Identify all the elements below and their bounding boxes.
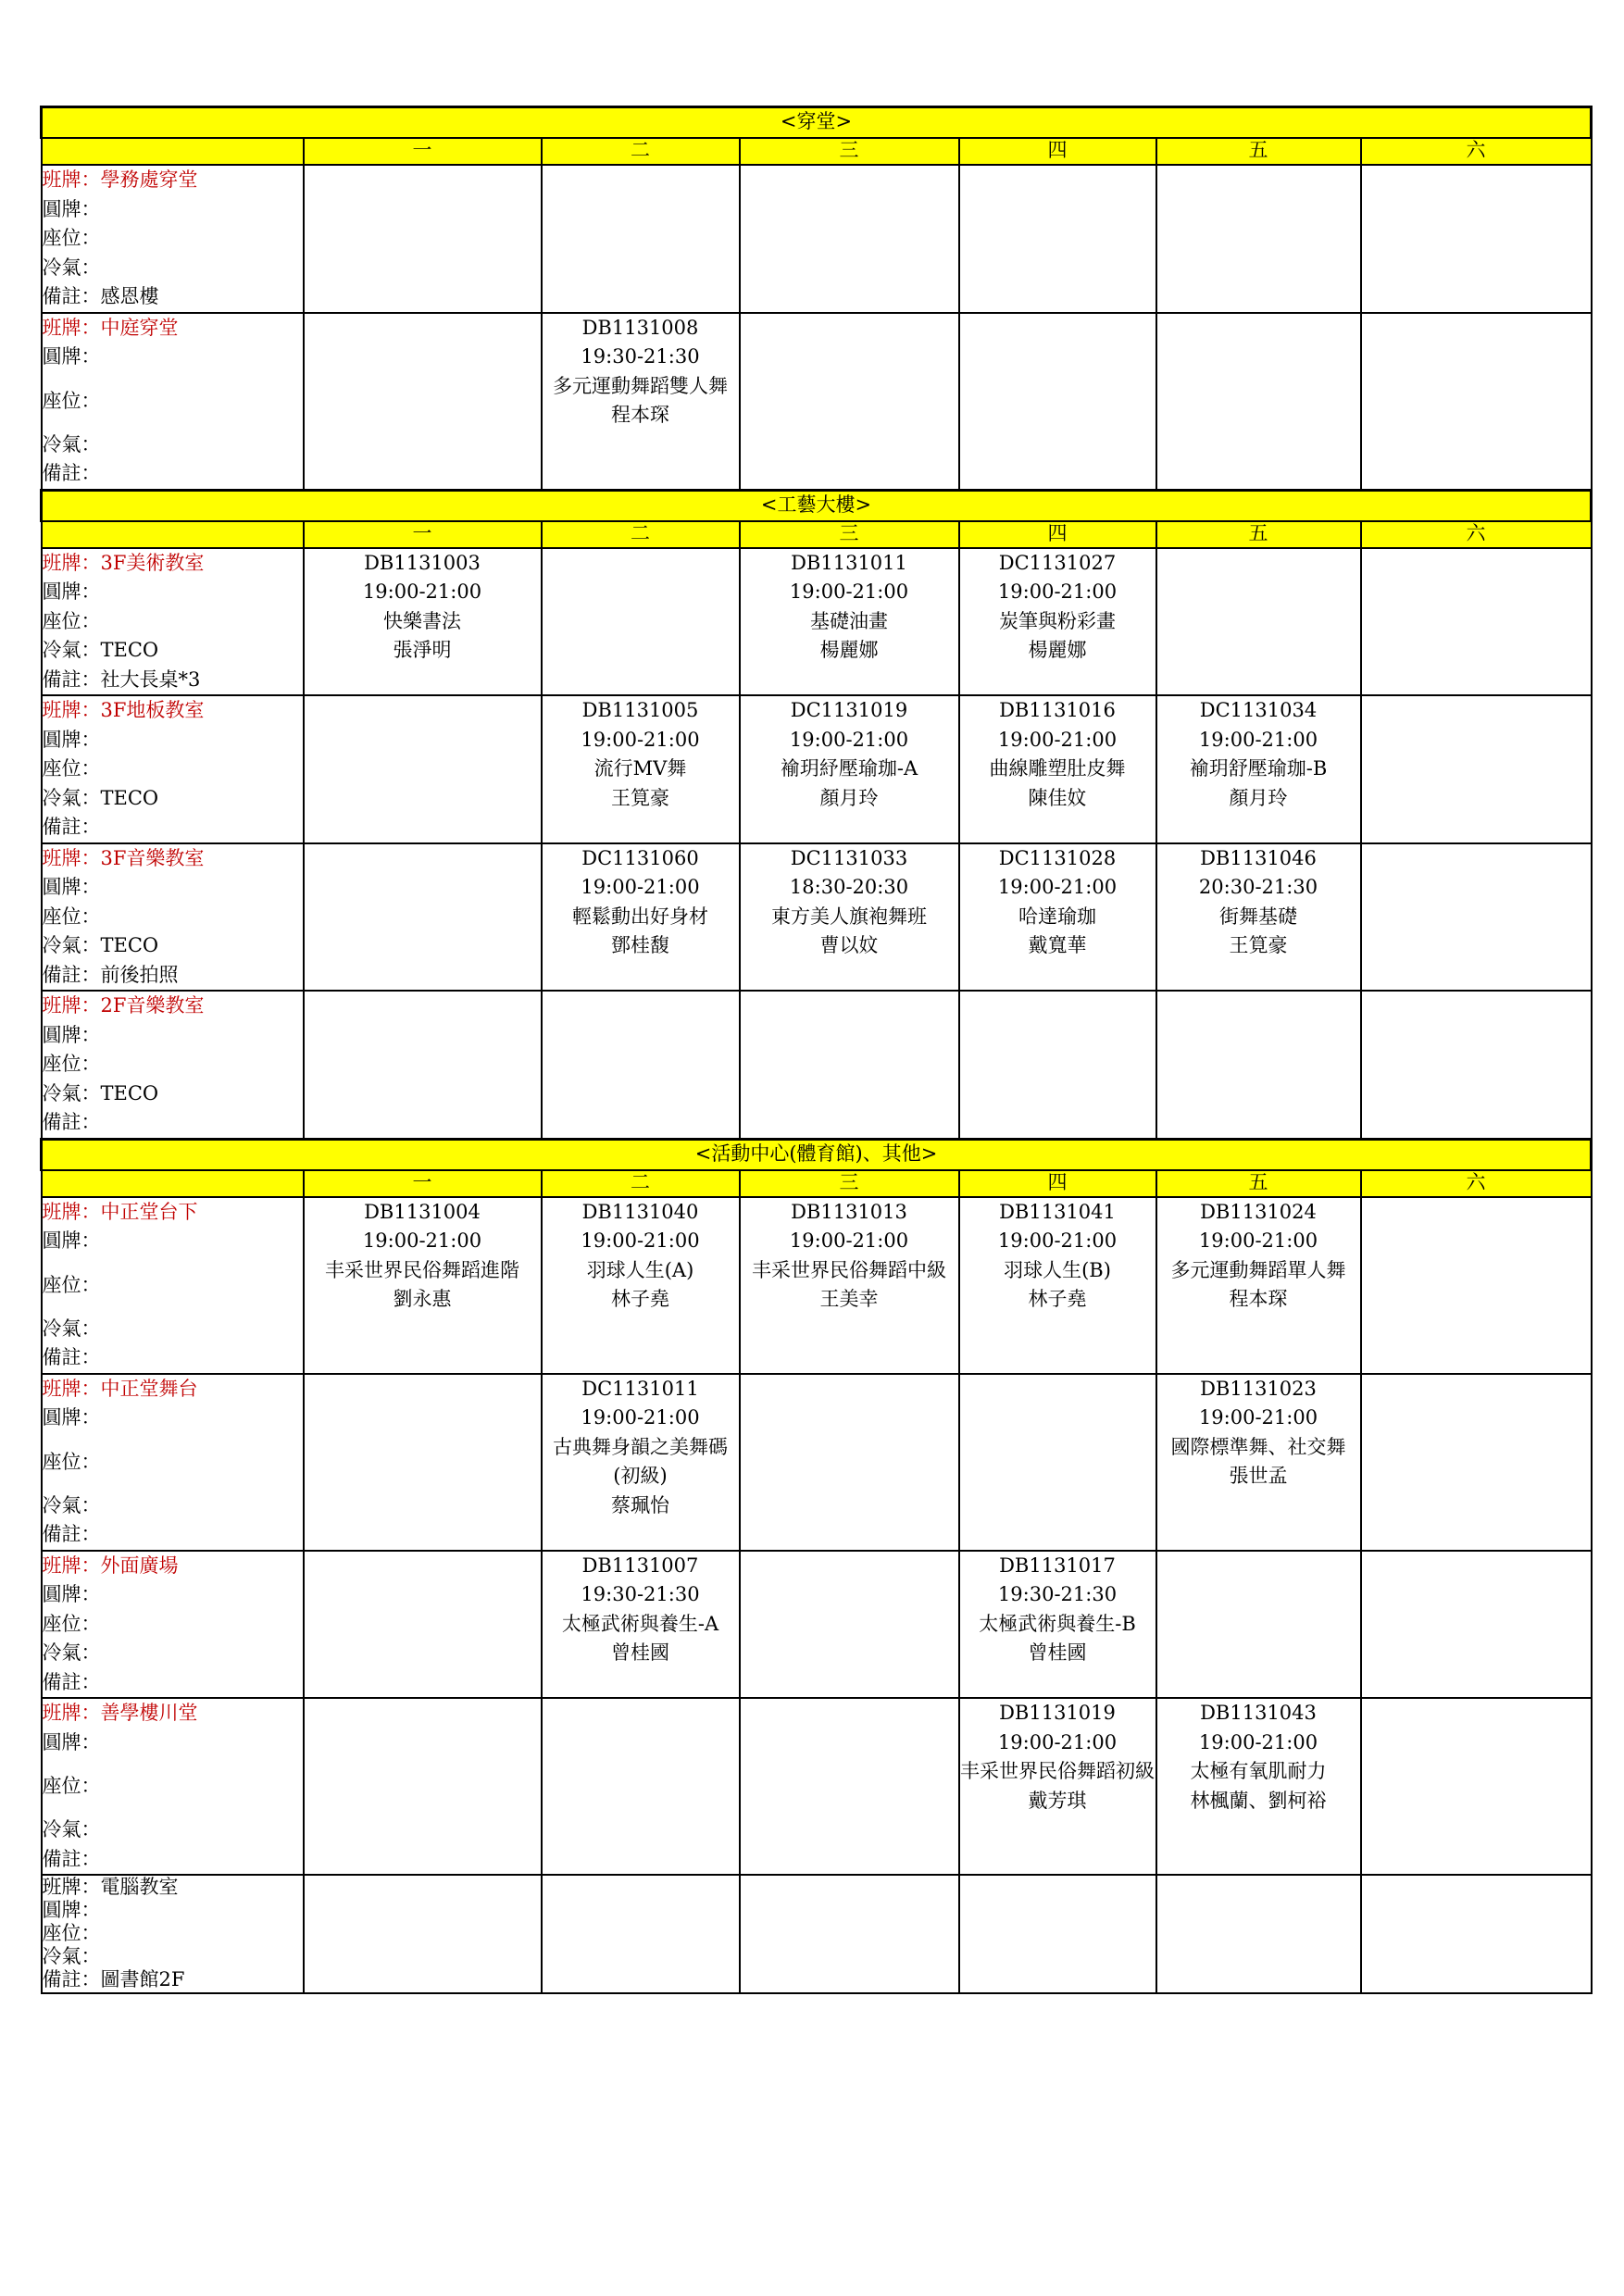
room-field: 座位： — [42, 757, 101, 780]
class-cell — [304, 165, 542, 313]
room-field: 圓牌： — [42, 580, 101, 603]
class-title: 炭筆與粉彩畫 — [999, 609, 1116, 632]
room-field: 圓牌： — [42, 876, 101, 898]
class-title: 曲線雕塑肚皮舞 — [989, 757, 1126, 780]
class-cell — [542, 843, 740, 992]
room-field: 備註：前後拍照 — [42, 963, 179, 986]
class-cell — [542, 165, 740, 313]
room-field: 備註：社大長桌*3 — [42, 668, 201, 691]
class-cell — [959, 1698, 1156, 1875]
class-cell — [959, 991, 1156, 1139]
day-header: 五 — [1156, 521, 1361, 548]
class-cell — [304, 843, 542, 992]
class-cell — [542, 1551, 740, 1699]
class-cell — [1156, 991, 1361, 1139]
class-title: 輕鬆動出好身材 — [572, 905, 708, 928]
class-cell — [740, 991, 959, 1139]
room-field: 備註： — [42, 1346, 101, 1368]
room-info — [42, 695, 304, 843]
day-header: 五 — [1156, 138, 1361, 165]
room-info — [42, 1197, 304, 1374]
class-teacher: 蔡珮怡 — [611, 1493, 669, 1516]
class-time: 18:30-20:30 — [789, 876, 909, 898]
section-title: <穿堂> — [42, 107, 1592, 139]
class-title: 國際標準舞、社交舞 — [1170, 1435, 1346, 1458]
class-title: 羽球人生(A) — [586, 1258, 694, 1281]
class-cell — [1156, 548, 1361, 696]
room-field: 座位： — [42, 389, 101, 412]
day-header: 三 — [740, 521, 959, 548]
day-header: 二 — [542, 521, 740, 548]
class-cell — [304, 313, 542, 491]
day-header: 六 — [1361, 138, 1592, 165]
class-code: DC1131027 — [998, 551, 1117, 574]
class-teacher: 林子堯 — [1028, 1288, 1087, 1310]
class-cell — [1361, 1875, 1592, 1993]
room-field: 備註： — [42, 1670, 101, 1693]
class-cell — [1361, 1197, 1592, 1374]
class-code: DB1131023 — [1200, 1377, 1317, 1400]
room-field: 座位： — [42, 1273, 101, 1296]
class-cell — [959, 695, 1156, 843]
class-time: 19:00-21:00 — [997, 728, 1118, 751]
class-cell — [740, 1551, 959, 1699]
room-info — [42, 313, 304, 491]
room-field: 座位： — [42, 609, 101, 632]
class-title: 流行MV舞 — [593, 757, 687, 780]
room-info — [42, 843, 304, 992]
room-field: 座位： — [42, 1922, 101, 1944]
room-field: 圓牌： — [42, 1899, 101, 1921]
day-header-row — [42, 521, 1592, 548]
class-cell — [542, 991, 740, 1139]
class-cell — [304, 695, 542, 843]
class-cell — [542, 1197, 740, 1374]
class-cell — [959, 548, 1156, 696]
class-cell — [740, 695, 959, 843]
class-cell — [1156, 1698, 1361, 1875]
class-teacher: 顏月玲 — [819, 786, 879, 809]
class-cell — [740, 1875, 959, 1993]
class-cell — [542, 548, 740, 696]
class-cell — [304, 548, 542, 696]
class-teacher: 張淨明 — [393, 639, 452, 661]
class-cell — [959, 165, 1156, 313]
class-time: 19:30-21:30 — [581, 1583, 700, 1605]
room-field: 圓牌： — [42, 197, 101, 220]
room-name: 班牌：中庭穿堂 — [42, 316, 179, 339]
room-field: 冷氣：TECO — [42, 786, 159, 809]
class-cell — [1361, 165, 1592, 313]
class-cell — [542, 313, 740, 491]
class-cell — [1156, 843, 1361, 992]
class-time: 19:00-21:00 — [1198, 1406, 1318, 1429]
class-time: 19:30-21:30 — [997, 1583, 1118, 1605]
class-code: DB1131040 — [581, 1200, 699, 1223]
room-info — [42, 991, 304, 1139]
class-cell — [959, 313, 1156, 491]
room-field: 座位： — [42, 1450, 101, 1473]
section-header — [42, 1139, 1592, 1170]
class-title: 東方美人旗袍舞班 — [771, 905, 927, 928]
room-field: 圓牌： — [42, 728, 101, 751]
day-header-row — [42, 138, 1592, 165]
class-time: 19:00-21:00 — [997, 876, 1118, 898]
room-name: 班牌：電腦教室 — [42, 1876, 179, 1898]
room-field: 圓牌： — [42, 1229, 101, 1252]
room-row — [42, 695, 1592, 843]
class-title: 丰采世界民俗舞蹈初級 — [960, 1760, 1155, 1782]
room-field: 圓牌： — [42, 1730, 101, 1753]
class-cell — [959, 1551, 1156, 1699]
class-cell — [1361, 1374, 1592, 1551]
class-time: 19:00-21:00 — [362, 580, 482, 603]
room-field: 座位： — [42, 1612, 101, 1635]
class-title: 街舞基礎 — [1219, 905, 1297, 928]
class-code: DB1131004 — [364, 1200, 481, 1223]
room-field: 備註： — [42, 1523, 101, 1545]
class-code: DB1131043 — [1200, 1702, 1317, 1724]
room-field: 冷氣： — [42, 256, 101, 279]
room-row — [42, 843, 1592, 992]
class-time: 19:00-21:00 — [1198, 1730, 1318, 1753]
class-title: 古典舞身韻之美舞碼(初級) — [553, 1435, 728, 1487]
class-cell — [1156, 1551, 1361, 1699]
class-code: DB1131007 — [581, 1554, 699, 1577]
class-code: DB1131011 — [791, 551, 907, 574]
day-header-row — [42, 1170, 1592, 1197]
class-title: 基礎油畫 — [810, 609, 888, 632]
room-row — [42, 1374, 1592, 1551]
room-field: 冷氣：TECO — [42, 934, 159, 956]
class-teacher: 劉永惠 — [393, 1288, 452, 1310]
class-title: 丰采世界民俗舞蹈中級 — [752, 1258, 946, 1281]
room-row — [42, 313, 1592, 491]
class-code: DB1131008 — [581, 316, 699, 339]
day-header-blank — [42, 521, 304, 548]
room-field: 備註： — [42, 816, 101, 838]
class-cell — [542, 1698, 740, 1875]
room-field: 冷氣： — [42, 1945, 101, 1967]
class-title: 哈達瑜珈 — [1018, 905, 1096, 928]
day-header: 二 — [542, 1170, 740, 1197]
room-info — [42, 1551, 304, 1699]
class-teacher: 顏月玲 — [1229, 786, 1288, 809]
day-header-blank — [42, 1170, 304, 1197]
class-teacher: 程本琛 — [1229, 1288, 1288, 1310]
room-info — [42, 1374, 304, 1551]
class-time: 19:00-21:00 — [1198, 728, 1318, 751]
room-row — [42, 1875, 1592, 1993]
class-teacher: 楊麗娜 — [819, 639, 879, 661]
room-field: 座位： — [42, 905, 101, 928]
class-cell — [1361, 843, 1592, 992]
class-cell — [1361, 1698, 1592, 1875]
room-info — [42, 1698, 304, 1875]
class-cell — [1156, 313, 1361, 491]
class-cell — [542, 1875, 740, 1993]
room-name: 班牌：學務處穿堂 — [42, 168, 198, 191]
class-time: 19:00-21:00 — [581, 876, 700, 898]
class-cell — [304, 1551, 542, 1699]
class-teacher: 曾桂國 — [611, 1641, 669, 1664]
room-row — [42, 548, 1592, 696]
section-header — [42, 490, 1592, 521]
room-name: 班牌：3F音樂教室 — [42, 846, 205, 869]
room-field: 圓牌： — [42, 345, 101, 368]
day-header: 四 — [959, 138, 1156, 165]
class-code: DC1131034 — [1199, 699, 1318, 721]
room-field: 冷氣： — [42, 1641, 101, 1664]
room-name: 班牌：中正堂舞台 — [42, 1377, 198, 1400]
class-teacher: 王筧豪 — [1229, 934, 1288, 956]
room-field: 圓牌： — [42, 1023, 101, 1046]
class-teacher: 陳佳妏 — [1028, 786, 1087, 809]
room-name: 班牌：善學樓川堂 — [42, 1702, 198, 1724]
class-cell — [1156, 1875, 1361, 1993]
class-cell — [1361, 991, 1592, 1139]
room-name: 班牌：3F地板教室 — [42, 699, 205, 721]
room-name: 班牌：3F美術教室 — [42, 551, 205, 574]
room-row — [42, 991, 1592, 1139]
day-header: 一 — [304, 138, 542, 165]
day-header: 六 — [1361, 521, 1592, 548]
class-teacher: 戴寬華 — [1028, 934, 1087, 956]
class-code: DC1131060 — [581, 846, 699, 869]
class-time: 19:00-21:00 — [997, 580, 1118, 603]
class-cell — [740, 1698, 959, 1875]
day-header: 三 — [740, 138, 959, 165]
room-field: 備註：感恩樓 — [42, 285, 159, 307]
day-header: 四 — [959, 521, 1156, 548]
class-title: 太極武術與養生-B — [979, 1612, 1136, 1635]
class-code: DC1131019 — [790, 699, 908, 721]
section-header — [42, 107, 1592, 139]
room-field: 備註： — [42, 1847, 101, 1870]
class-cell — [1361, 695, 1592, 843]
class-cell — [740, 548, 959, 696]
class-teacher: 楊麗娜 — [1028, 639, 1087, 661]
class-code: DC1131033 — [790, 846, 908, 869]
class-cell — [304, 1875, 542, 1993]
room-field: 冷氣： — [42, 432, 101, 455]
class-cell — [304, 1698, 542, 1875]
class-cell — [1156, 1197, 1361, 1374]
day-header: 六 — [1361, 1170, 1592, 1197]
class-time: 19:00-21:00 — [581, 728, 700, 751]
class-cell — [304, 991, 542, 1139]
day-header: 三 — [740, 1170, 959, 1197]
class-cell — [1361, 548, 1592, 696]
day-header-blank — [42, 138, 304, 165]
room-name: 班牌：2F音樂教室 — [42, 994, 205, 1017]
class-time: 19:00-21:00 — [789, 1229, 909, 1252]
class-teacher: 王美幸 — [819, 1288, 879, 1310]
class-cell — [304, 1374, 542, 1551]
day-header: 二 — [542, 138, 740, 165]
room-field: 備註： — [42, 462, 101, 484]
room-field: 座位： — [42, 1775, 101, 1797]
day-header: 一 — [304, 1170, 542, 1197]
class-teacher: 張世孟 — [1229, 1465, 1288, 1487]
class-teacher: 曹以妏 — [819, 934, 879, 956]
class-title: 快樂書法 — [383, 609, 461, 632]
class-cell — [542, 695, 740, 843]
class-time: 19:00-21:00 — [789, 728, 909, 751]
class-code: DC1131011 — [581, 1377, 699, 1400]
class-title: 多元運動舞蹈單人舞 — [1170, 1258, 1346, 1281]
class-cell — [1156, 1374, 1361, 1551]
class-time: 19:00-21:00 — [997, 1229, 1118, 1252]
class-cell — [740, 843, 959, 992]
class-teacher: 程本琛 — [611, 404, 669, 426]
section-title: <工藝大樓> — [42, 490, 1592, 521]
class-cell — [1156, 695, 1361, 843]
class-cell — [740, 313, 959, 491]
class-time: 19:30-21:30 — [581, 345, 700, 368]
room-field: 圓牌： — [42, 1406, 101, 1429]
class-title: 羽球人生(B) — [1004, 1258, 1111, 1281]
room-name: 班牌：外面廣場 — [42, 1554, 179, 1577]
room-field: 冷氣：TECO — [42, 639, 159, 661]
class-time: 19:00-21:00 — [362, 1229, 482, 1252]
room-row — [42, 165, 1592, 313]
class-time: 19:00-21:00 — [581, 1229, 700, 1252]
class-teacher: 鄧桂馥 — [611, 934, 669, 956]
class-time: 19:00-21:00 — [1198, 1229, 1318, 1252]
class-code: DB1131046 — [1200, 846, 1317, 869]
day-header: 五 — [1156, 1170, 1361, 1197]
class-cell — [1361, 1551, 1592, 1699]
class-code: DC1131028 — [998, 846, 1117, 869]
room-field: 圓牌： — [42, 1583, 101, 1605]
class-title: 太極有氧肌耐力 — [1190, 1760, 1327, 1782]
class-code: DB1131041 — [999, 1200, 1116, 1223]
room-field: 備註：圖書館2F — [42, 1968, 185, 1990]
class-title: 褕玥紓壓瑜珈-A — [780, 757, 918, 780]
class-title: 褕玥舒壓瑜珈-B — [1189, 757, 1328, 780]
class-cell — [959, 1374, 1156, 1551]
class-cell — [740, 165, 959, 313]
class-code: DB1131003 — [364, 551, 481, 574]
class-teacher: 戴芳琪 — [1028, 1789, 1087, 1812]
room-field: 備註： — [42, 1111, 101, 1133]
day-header: 四 — [959, 1170, 1156, 1197]
room-field: 座位： — [42, 227, 101, 249]
class-cell — [740, 1197, 959, 1374]
section-title: <活動中心(體育館)、其他> — [42, 1139, 1592, 1170]
class-teacher: 林子堯 — [611, 1288, 669, 1310]
class-cell — [1156, 165, 1361, 313]
class-time: 20:30-21:30 — [1198, 876, 1318, 898]
class-code: DB1131013 — [791, 1200, 907, 1223]
class-code: DB1131005 — [581, 699, 699, 721]
class-cell — [959, 843, 1156, 992]
room-field: 座位： — [42, 1053, 101, 1075]
schedule-table — [40, 106, 1593, 1994]
class-teacher: 林楓蘭、劉柯裕 — [1190, 1789, 1327, 1812]
class-code: DB1131019 — [999, 1702, 1116, 1724]
class-title: 多元運動舞蹈雙人舞 — [553, 374, 728, 397]
room-row — [42, 1197, 1592, 1374]
class-title: 丰采世界民俗舞蹈進階 — [325, 1258, 519, 1281]
room-name: 班牌：中正堂台下 — [42, 1200, 198, 1223]
class-code: DB1131017 — [999, 1554, 1116, 1577]
room-field: 冷氣： — [42, 1316, 101, 1340]
day-header: 一 — [304, 521, 542, 548]
room-field: 冷氣：TECO — [42, 1081, 159, 1104]
room-field: 冷氣： — [42, 1493, 101, 1516]
room-info — [42, 1875, 304, 1993]
class-cell — [740, 1374, 959, 1551]
room-info — [42, 165, 304, 313]
class-cell — [542, 1374, 740, 1551]
class-time: 19:00-21:00 — [789, 580, 909, 603]
class-cell — [1361, 313, 1592, 491]
room-row — [42, 1551, 1592, 1699]
room-row — [42, 1698, 1592, 1875]
class-teacher: 曾桂國 — [1028, 1641, 1087, 1664]
class-cell — [304, 1197, 542, 1374]
class-cell — [959, 1875, 1156, 1993]
class-time: 19:00-21:00 — [997, 1730, 1118, 1753]
class-teacher: 王筧豪 — [611, 786, 669, 809]
room-field: 冷氣： — [42, 1818, 101, 1841]
room-info — [42, 548, 304, 696]
class-cell — [959, 1197, 1156, 1374]
class-title: 太極武術與養生-A — [561, 1612, 719, 1635]
class-time: 19:00-21:00 — [581, 1406, 700, 1429]
class-code: DB1131024 — [1200, 1200, 1317, 1223]
class-code: DB1131016 — [999, 699, 1116, 721]
